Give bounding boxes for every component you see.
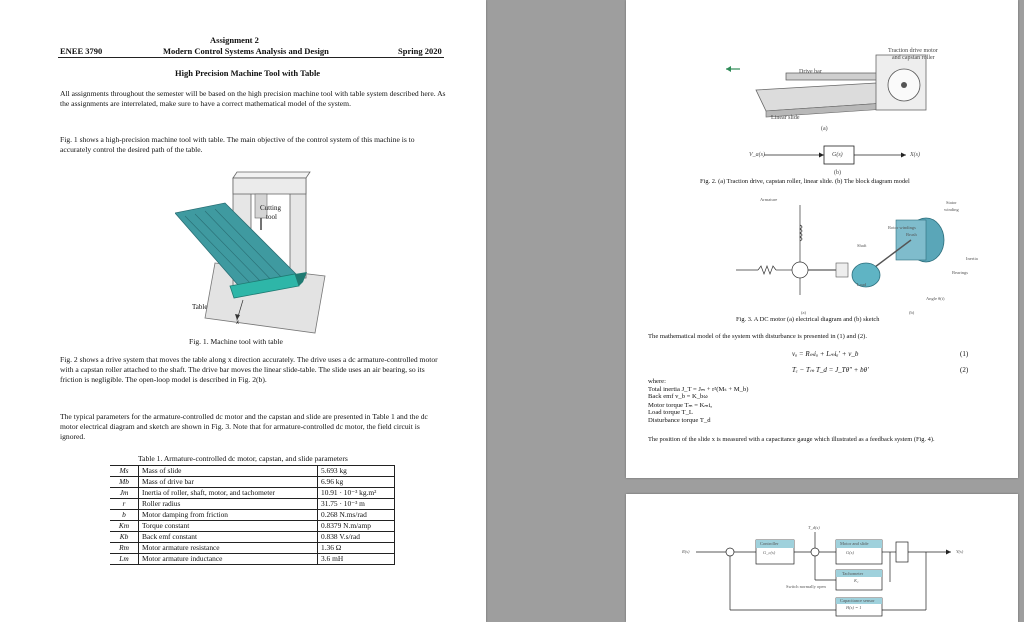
param-value: 10.91 · 10⁻³ kg.m² xyxy=(318,488,395,499)
assignment-title: Assignment 2 xyxy=(210,35,259,45)
fig4-controller-tf: G_c(s) xyxy=(763,550,776,555)
table-row xyxy=(110,554,395,565)
param-value: 0.8379 N.m/amp xyxy=(318,521,395,532)
param-value: 0.268 N.ms/rad xyxy=(318,510,395,521)
dc-motor-figure xyxy=(696,195,966,305)
fig4-motor-slide-label: Motor and slide xyxy=(840,541,869,546)
paragraph-parameters: The typical parameters for the armature-controlled dc motor and the capstan and slide are presented in Table 1 and the dc motor electrical diagram and sketch are shown in Fig. 3. Note that for armature-controlled dc motor, the field circuit is ignored. xyxy=(60,412,428,441)
fig2-input-label: V_a(s) xyxy=(749,152,765,158)
paragraph-fig1: Fig. 1 shows a high-precision machine tool with table. The main objective of the control system of this machine is to accurately control the desired path of the table. xyxy=(60,135,415,154)
paragraph-intro: All assignments throughout the semester will be based on the high precision machine tool with table system described here. As the assignments are interrelated, make sure to have a correct mathematical model of the system. xyxy=(60,89,446,108)
fig2-label-roller-2: and capstan roller xyxy=(892,55,935,61)
param-value: 1.36 Ω xyxy=(318,543,395,554)
model-intro: The mathematical model of the system with disturbance is presented in (1) and (2). xyxy=(648,333,867,340)
table-row xyxy=(110,477,395,488)
right-page-2[interactable] xyxy=(626,494,1018,622)
param-description: Back emf constant xyxy=(139,532,318,543)
param-symbol: Rm xyxy=(110,543,139,554)
param-description: Roller radius xyxy=(139,499,318,510)
equation-2: Tₑ − Tₘ T_d = J_Tθ″ + bθ′ xyxy=(792,366,869,374)
left-page[interactable] xyxy=(0,0,486,622)
param-value: 5.693 kg xyxy=(318,466,395,477)
param-value: 6.96 kg xyxy=(318,477,395,488)
param-symbol: r xyxy=(110,499,139,510)
fig4-switch-label: Switch normally open xyxy=(786,584,826,589)
param-symbol: Jm xyxy=(110,488,139,499)
fig4-disturbance-label: T_d(s) xyxy=(808,525,820,530)
fig2-label-a: (a) xyxy=(821,126,828,132)
fig2-label-roller-1: Traction drive motor xyxy=(888,48,938,54)
equation-1-number: (1) xyxy=(960,350,969,358)
param-value: 0.838 V.s/rad xyxy=(318,532,395,543)
equation-1: vₐ = Rₘiₐ + Lₘiₐ′ + v_b xyxy=(792,350,859,358)
param-symbol: Kb xyxy=(110,532,139,543)
table-row xyxy=(110,543,395,554)
fig1-caption: Fig. 1. Machine tool with table xyxy=(189,337,283,346)
course-title: Modern Control Systems Analysis and Design xyxy=(163,46,329,56)
param-symbol: Lm xyxy=(110,554,139,565)
paragraph-fig2: Fig. 2 shows a drive system that moves the table along x direction accurately. The drive uses a dc armature-controlled motor with a capstan roller attached to the shaft. The drive bar moves the linear slide-table. The slide uses an air bearing, so its friction is negligible. The open-loop model is described in Fig. 2(b). xyxy=(60,355,438,384)
fig2-label-slide: Linear slide xyxy=(771,115,800,121)
fig3-label-b: (b) xyxy=(909,310,915,315)
param-description: Inertia of roller, shaft, motor, and tachometer xyxy=(139,488,318,499)
fig2-label-b: (b) xyxy=(834,170,841,176)
fig3-label-bearings: Bearings xyxy=(952,270,968,275)
course-number: ENEE 3790 xyxy=(60,46,103,56)
fig3-label-stator-1: Stator xyxy=(946,200,957,205)
fig4-tach-tf: K₁ xyxy=(854,578,859,583)
fig3-label-shaft: Shaft xyxy=(857,243,867,248)
fig4-sensor-label: Capacitance sensor xyxy=(840,598,875,603)
position-paragraph: The position of the slide x is measured with a capacitance gauge which illustrated as a feedback system (Fig. 4). xyxy=(648,436,935,443)
header-rule xyxy=(58,57,444,58)
fig2-output-label: X(s) xyxy=(910,152,920,158)
fig3-label-angle: Angle θ(t) xyxy=(926,296,945,301)
parameters-table xyxy=(110,465,395,565)
fig2-caption: Fig. 2. (a) Traction drive, capstan roller, linear slide. (b) The block diagram model xyxy=(700,178,910,185)
table-row xyxy=(110,532,395,543)
param-symbol: Mb xyxy=(110,477,139,488)
table-row xyxy=(110,499,395,510)
fig4-motor-tf: G(s) xyxy=(846,550,854,555)
table-row xyxy=(110,488,395,499)
fig3-label-a: (a) xyxy=(801,310,806,315)
definition-disturbance: Disturbance torque T_d xyxy=(648,417,711,424)
feedback-block-diagram xyxy=(696,530,966,620)
fig4-tach-label: Tachometer xyxy=(842,571,864,576)
table-caption: Table 1. Armature-controlled dc motor, capstan, and slide parameters xyxy=(138,454,348,463)
param-description: Motor armature inductance xyxy=(139,554,318,565)
definition-load-torque: Load torque T_L xyxy=(648,409,693,416)
fig4-input-label: R(s) xyxy=(682,549,690,554)
table-row xyxy=(110,466,395,477)
param-symbol: Ms xyxy=(110,466,139,477)
fig3-label-load: Load xyxy=(857,282,867,287)
fig4-controller-label: Controller xyxy=(760,541,779,546)
fig1-label-tool: tool xyxy=(266,213,277,221)
definition-motor-torque: Motor torque Tₘ = Kₘiₐ xyxy=(648,402,713,409)
fig3-label-armature: Armature xyxy=(760,197,778,202)
fig1-label-x: x xyxy=(236,318,240,326)
table-row xyxy=(110,521,395,532)
fig1-label-table: Table xyxy=(192,303,208,311)
fig4-sensor-tf: H(s) = 1 xyxy=(846,605,862,610)
param-symbol: Km xyxy=(110,521,139,532)
fig3-label-brush: Brush xyxy=(906,232,917,237)
param-description: Motor damping from friction xyxy=(139,510,318,521)
where-label: where: xyxy=(648,378,666,385)
param-value: 31.75 · 10⁻³ m xyxy=(318,499,395,510)
fig1-label-cutting: Cutting xyxy=(260,204,282,212)
param-description: Mass of slide xyxy=(139,466,318,477)
fig3-label-stator-2: winding xyxy=(944,207,959,212)
definition-back-emf: Back emf v_b = K_bω xyxy=(648,393,708,400)
right-page[interactable] xyxy=(626,0,1018,478)
fig2-label-drivebar: Drive bar xyxy=(799,69,822,75)
fig2-block-label: G(s) xyxy=(832,152,843,158)
param-value: 3.6 mH xyxy=(318,554,395,565)
machine-tool-figure xyxy=(175,168,335,338)
param-description: Mass of drive bar xyxy=(139,477,318,488)
section-title: High Precision Machine Tool with Table xyxy=(175,68,321,78)
equation-2-number: (2) xyxy=(960,366,969,374)
param-symbol: b xyxy=(110,510,139,521)
fig4-output-label: Y(s) xyxy=(956,549,964,554)
fig3-caption: Fig. 3. A DC motor (a) electrical diagram and (b) sketch xyxy=(736,316,880,323)
fig3-label-inertia: Inertia xyxy=(966,256,978,261)
definition-inertia: Total inertia J_T = Jₘ + r²(Mₛ + M_b) xyxy=(648,386,749,393)
param-description: Torque constant xyxy=(139,521,318,532)
param-description: Motor armature resistance xyxy=(139,543,318,554)
term: Spring 2020 xyxy=(398,46,442,56)
table-row xyxy=(110,510,395,521)
fig3-label-rotor: Rotor windings xyxy=(888,225,916,230)
